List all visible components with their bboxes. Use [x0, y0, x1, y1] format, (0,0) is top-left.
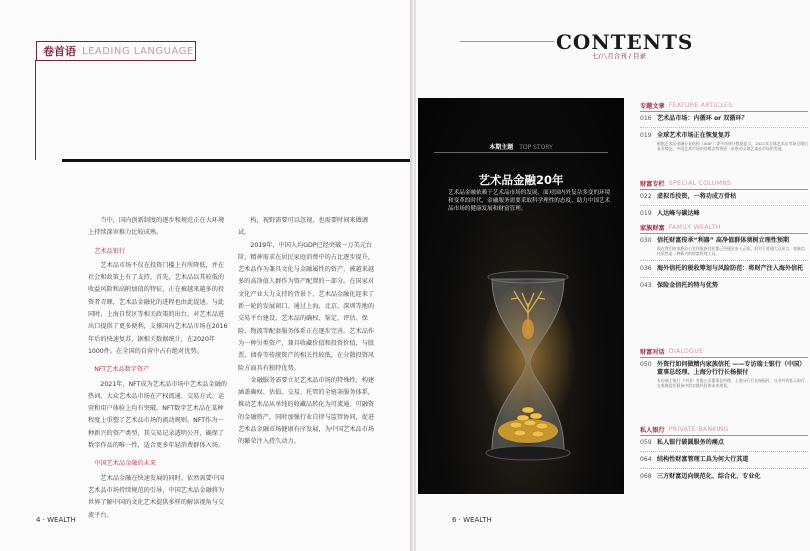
toc-entry-title: 虚拟币投资，一将功成万骨枯: [657, 193, 737, 200]
toc-page-number: 022: [640, 193, 652, 200]
contents-subtitle: 七/八月合刊 / 目录: [592, 52, 647, 60]
toc-page-number: 059: [640, 439, 652, 446]
toc-entry-body: [657, 439, 724, 447]
toc-entry[interactable]: [640, 361, 808, 388]
toc-entry[interactable]: [640, 193, 808, 201]
entry-divider: [640, 205, 808, 206]
toc-entry-title: 结构性财富管理工具为何大行其道: [657, 456, 749, 463]
toc-entry[interactable]: [640, 439, 808, 447]
toc-entry-body: [657, 473, 761, 481]
cover-image: [418, 98, 624, 494]
toc-entry-body: [657, 361, 808, 388]
toc-entry[interactable]: [640, 237, 808, 256]
toc-page-number: 019: [640, 132, 652, 139]
section-divider: [640, 111, 808, 112]
section-title-en: FAMILY WEALTH: [668, 223, 721, 231]
section-title-cn: 家族财富: [640, 224, 665, 232]
page-folio-right: 6 · WEALTH: [452, 516, 492, 524]
section-title-cn: 私人银行: [640, 426, 665, 434]
section-divider: [640, 189, 808, 190]
toc-entry-title: 保险金信托的特与优势: [657, 282, 718, 289]
toc-entry-body: [657, 193, 736, 201]
toc-entry-summary: 现在我们的家族办公室和家族信托都已经逐步步入正轨，但对于普通大众而言，家族信托依然是一种新兴的财富管理工具。: [657, 246, 805, 256]
toc-section: [640, 424, 808, 481]
toc-section-header: [640, 424, 808, 434]
paragraph: 艺术品市场不仅在投资门槛上有所降低，并在社会和政策上有了支持。首先，艺术品以其较低的收益风险和高附加值的特征，正在被越来越多的投资者青睐，艺术品金融化的进程也由此提速。与此同时，上海自贸区等相关政策的出台，对艺术品进出口提供了更多便利，支撑国内艺术品市场在2016年后的快速复苏，据相关数据统计，在2020年1000件。在全国的自营中占有绝对优势。: [88, 261, 228, 355]
toc-entry[interactable]: [640, 473, 808, 481]
vertical-rule: [35, 60, 36, 160]
toc-entry-title: 艺术品市场：内循环 or 双循环？: [657, 115, 748, 122]
paragraph: 金融服务需要立足艺术品市场的特殊性，构建涵盖确权、估值、交易、托管的全链条服务体系，推动艺术品从单纯的收藏品转化为可流通、可融资的金融资产，同时加强行业自律与监管协同，促进艺术品金融市场健康有序发展，为中国艺术品市场的繁荣注入持久动力。: [238, 376, 375, 446]
toc-entry[interactable]: [640, 282, 808, 290]
toc-page-number: 050: [640, 361, 652, 368]
toc-page-number: 019: [640, 210, 652, 217]
toc-entry-title: 外资行如何做精内家族信托 ——专访瑞士银行（中国）董事总经理、上海分行行长杨振付: [657, 361, 806, 376]
toc-section-header: [640, 178, 808, 188]
subheading: NFT艺术品数字资产: [94, 366, 150, 374]
toc-entry-body: [657, 115, 748, 123]
toc-section: [640, 178, 808, 218]
subheading: 艺术品银行: [94, 247, 126, 255]
toc-entry-body: [657, 282, 718, 290]
page-folio-left: 4 · WEALTH: [36, 516, 76, 524]
top-story-cn: 本期主题: [489, 144, 514, 151]
section-header: [36, 41, 196, 61]
cover-description: 艺术品金融依赖于艺术品市场的发展，面对国内外复杂多变的环境和变革的时代，金融服务需要采取科学理性的态度，助力中国艺术品市场的健康发展和财富管理。: [448, 190, 611, 212]
toc-entry[interactable]: [640, 456, 808, 464]
section-title-en: LEADING LANGUAGE: [82, 45, 194, 57]
paragraph: 构，视野需要可以忽视，也需要时间来做调试。: [238, 217, 368, 237]
top-story-en: TOP STORY: [519, 144, 553, 151]
entry-divider: [640, 451, 808, 452]
toc-section-header: [640, 222, 808, 232]
toc-entry-title: 私人银行破圆服务的痛点: [657, 439, 725, 446]
contents-title: CONTENTS: [556, 30, 694, 54]
toc-entry-title: 信托财富传承“利器” 高净值群体须树立理性预期: [657, 237, 790, 244]
section-title-en: PRIVATE BANKING: [668, 425, 729, 433]
toc-section: [640, 346, 808, 388]
entry-divider: [640, 260, 808, 261]
paragraph: 当中，国内创新制度的逐步和规范正在大环境上持续深审推力比较成熟。: [88, 217, 225, 237]
toc-entry[interactable]: [640, 265, 808, 273]
toc-entry-summary: 根据艺术品金融专业机构（AIAF）等多项统计数据显示，2021年全球艺术品市场呈现出复苏势态，中国艺术市场的回暖态势将进一步推动全球艺术品市场的发展。: [657, 141, 808, 151]
entry-divider: [640, 127, 808, 128]
cover-title: 艺术品金融20年: [478, 173, 564, 187]
section-title-cn: 卷首语: [43, 45, 76, 58]
paragraph: 艺术品金融在快速发展的同时，依然需要中国艺术品市场持续规范的引导，中国艺术品金融将为世界了解中国的文化艺术提供多样的解读视角与交流平台。: [88, 474, 225, 519]
toc-entry-body: [657, 456, 748, 464]
paragraph: 2021年，NFT成为艺术品市场中艺术品金融的热词，大众艺术品市场在产权流通、交易方式、运营和用户体验上均有突破，NFT数字艺术品在某种程度上重塑了艺术品市场的流动规则。NFT作为一种新兴的资产类型，其交易记录透明公开，确保了数字作品的唯一性，适合更多年轻消费群体入场。: [88, 380, 227, 450]
section-divider: [640, 435, 808, 436]
cover-rule: [434, 152, 608, 153]
toc-page-number: 016: [640, 115, 652, 122]
section-title-cn: 财富对话: [640, 348, 665, 356]
toc-page-number: 043: [640, 282, 652, 289]
section-divider: [640, 233, 808, 234]
toc-entry-title: 海外信托的税收筹划与风险防范：将财产注入海外信托: [657, 265, 804, 272]
toc-entry-title: 全球艺术市场正在恢复复苏: [657, 132, 731, 139]
toc-page-number: 064: [640, 456, 652, 463]
entry-divider: [640, 277, 808, 278]
contents-rule: [460, 41, 554, 42]
toc-page-number: 030: [640, 237, 652, 244]
section-divider: [640, 357, 808, 358]
toc-entry-body: [657, 210, 700, 218]
toc-page-number: 036: [640, 265, 652, 272]
toc-entry[interactable]: [640, 132, 808, 151]
section-title-en: DIALOGUE: [668, 347, 704, 355]
toc-entry-body: [657, 265, 803, 273]
subheading: 中国艺术品金融的未来: [94, 460, 157, 468]
toc-section: [640, 222, 808, 290]
toc-entry-title: 三方财富迈向规范化、综合化、专业化: [657, 473, 761, 480]
toc-entry-body: [657, 132, 808, 151]
toc-page-number: 068: [640, 473, 652, 480]
toc-section: [640, 100, 808, 151]
section-title-en: SPECIAL COLUMNS: [668, 179, 732, 187]
toc-entry-body: [657, 237, 808, 256]
toc-entry[interactable]: [640, 115, 808, 123]
toc-entry-title: 人达峰与碳达峰: [657, 210, 700, 217]
paragraph: 2019年，中国人均GDP已经突破一万美元台阶，精神需求在居民家庭消费中的占比逐步提升，艺术品作为兼具文化与金融属性的资产，被越来越多的高净值人群作为资产配置的一部分。在国家对文化产业大力支持的背景下，艺术品金融化迎来了新一轮的发展窗口。通过上海、北京、深圳等地的交易平台建设，艺术品的确权、鉴定、评估、保险、物流等配套服务体系正在逐步完善。艺术品作为一种另类资产，兼具收藏价值和投资价值，与股票、债券等传统资产的相关性较低，在分散投资风险方面具有独特优势。: [238, 241, 375, 372]
section-title-en: FEATURE ARTICLES: [668, 101, 733, 109]
section-title-cn: 专题文章: [640, 102, 665, 110]
toc-section-header: [640, 100, 808, 110]
toc-entry-summary: 专访瑞士银行（中国）有限公司董事总经理、上海分行行长杨振付，分享外资私人银行在家族信托服务中的实践经验和未来规划。: [657, 378, 805, 388]
horizontal-rule: [62, 159, 410, 162]
entry-divider: [640, 468, 808, 469]
text-column-right: [238, 215, 380, 449]
top-story-label: [418, 142, 624, 151]
toc-entry[interactable]: [640, 210, 808, 218]
right-page: [416, 0, 810, 551]
toc-section-header: [640, 346, 808, 356]
section-title-cn: 财富专栏: [640, 180, 665, 188]
hourglass-illustration: [478, 263, 578, 463]
text-column-left: [88, 215, 228, 522]
